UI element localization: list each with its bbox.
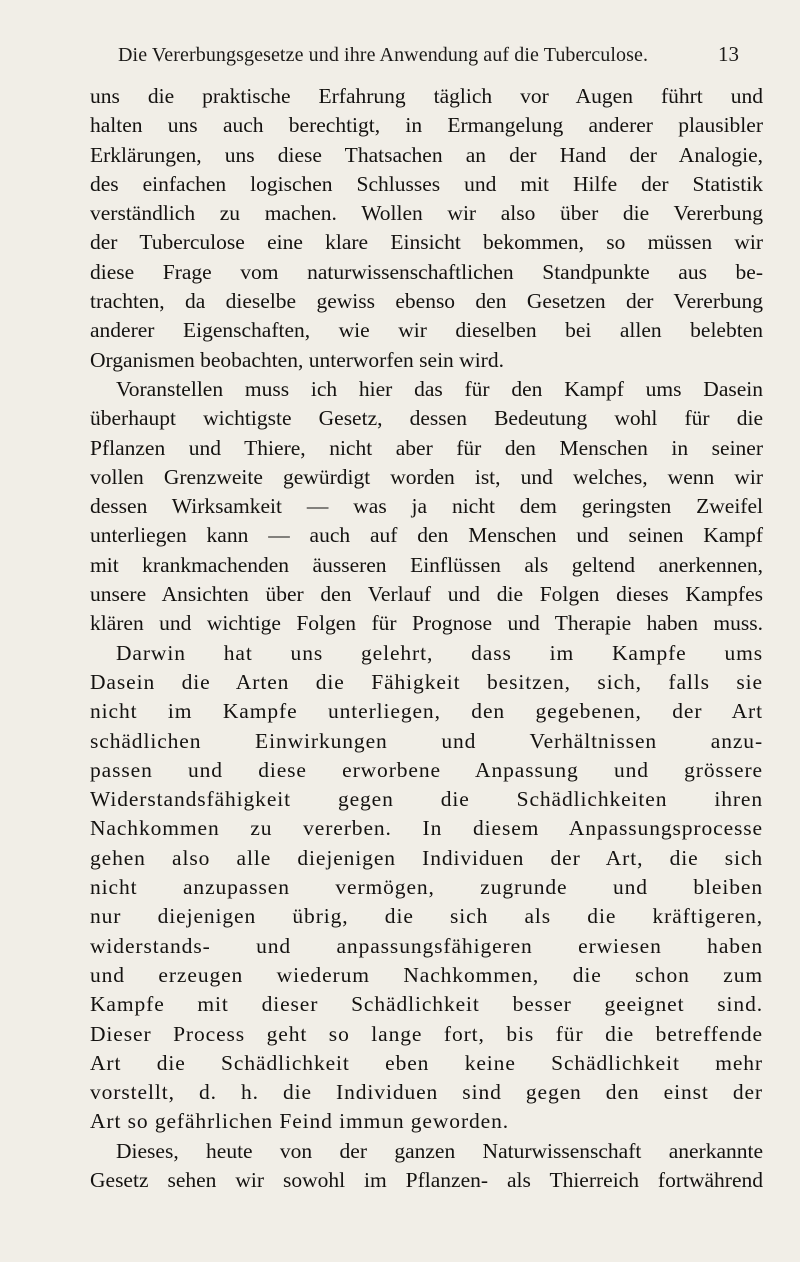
text-line: unsere Ansichten über den Verlauf und die Folgen dieses Kampfes [90,582,763,607]
text-line: dessen Wirksamkeit — was ja nicht dem geringsten Zweifel [90,494,763,519]
text-line: unterliegen kann — auch auf den Menschen und seinen Kampf [90,523,763,548]
text-line: Erklärungen, uns diese Thatsachen an der Hand der Analogie, [90,142,763,167]
text-line: nur diejenigen übrig, die sich als die kräftigeren, [90,904,763,929]
text-line: halten uns auch berechtigt, in Ermangelung anderer plausibler [90,113,763,138]
text-line: des einfachen logischen Schlusses und mit Hilfe der Statistik [90,171,763,196]
body-text [90,82,763,1195]
text-line: Gesetz sehen wir sowohl im Pflanzen- als Thierreich fortwährend [90,1167,763,1192]
text-line: diese Frage vom naturwissenschaftlichen Standpunkte aus be- [90,259,763,284]
text-line: passen und diese erworbene Anpassung und grössere [90,757,763,782]
text-line: Nachkommen zu vererben. In diesem Anpassungsprocesse [90,816,763,841]
text-line: vorstellt, d. h. die Individuen sind gegen den einst der [90,1080,763,1105]
text-line: überhaupt wichtigste Gesetz, dessen Bedeutung wohl für die [90,406,763,431]
text-line: und erzeugen wiederum Nachkommen, die schon zum [90,962,763,987]
text-line: Kampfe mit dieser Schädlichkeit besser geeignet sind. [90,992,763,1017]
text-line: gehen also alle diejenigen Individuen der Art, die sich [90,845,763,870]
text-line: schädlichen Einwirkungen und Verhältnissen anzu- [90,728,763,753]
text-line: nicht anzupassen vermögen, zugrunde und bleiben [90,875,763,900]
text-line: trachten, da dieselbe gewiss ebenso den Gesetzen der Vererbung [90,289,763,314]
text-line: nicht im Kampfe unterliegen, den gegebenen, der Art [90,699,763,724]
page-number: 13 [718,42,739,66]
text-line: vollen Grenzweite gewürdigt worden ist, und welches, wenn wir [90,464,763,489]
text-line: Organismen beobachten, unterworfen sein wird. [90,347,504,372]
text-line: verständlich zu machen. Wollen wir also über die Vererbung [90,201,763,226]
text-line: anderer Eigenschaften, wie wir dieselben bei allen belebten [90,318,763,343]
text-line: klären und wichtige Folgen für Prognose und Therapie haben muss. [90,611,763,636]
running-header: Die Vererbungsgesetze und ihre Anwendung auf die Tuberculose. [118,44,649,66]
text-line: Dasein die Arten die Fähigkeit besitzen, sich, falls sie [90,669,763,694]
text-line: Dieser Process geht so lange fort, bis für die betreffende [90,1021,763,1046]
text-line: Voranstellen muss ich hier das für den Kampf ums Dasein [116,376,763,401]
text-line: Pflanzen und Thiere, nicht aber für den Menschen in seiner [90,435,763,460]
text-line: Art die Schädlichkeit eben keine Schädlichkeit mehr [90,1050,763,1075]
text-line: widerstands- und anpassungsfähigeren erwiesen haben [90,933,763,958]
text-line: der Tuberculose eine klare Einsicht bekommen, so müssen wir [90,230,763,255]
text-line: mit krankmachenden äusseren Einflüssen als geltend anerkennen, [90,552,763,577]
text-line: Dieses, heute von der ganzen Naturwissenschaft anerkannte [116,1138,763,1163]
text-line: Art so gefährlichen Feind immun geworden. [90,1109,510,1134]
text-line: Widerstandsfähigkeit gegen die Schädlichkeiten ihren [90,787,763,812]
text-line: uns die praktische Erfahrung täglich vor Augen führt und [90,84,763,108]
text-line: Darwin hat uns gelehrt, dass im Kampfe ums [116,640,763,665]
